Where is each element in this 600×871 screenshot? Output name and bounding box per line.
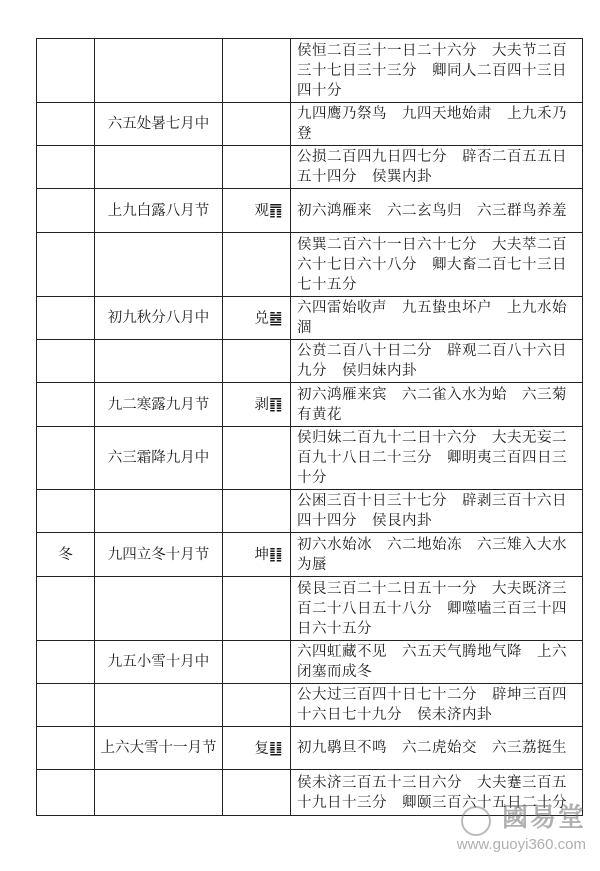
season-cell (37, 39, 95, 103)
season-cell (37, 684, 95, 727)
season-cell (37, 340, 95, 383)
hexagram-name: 坤 (254, 547, 269, 563)
content-cell: 六四虹藏不见 六五天气腾地气降 上六闭塞而成冬 (291, 641, 583, 684)
hexagram-cell (223, 340, 291, 383)
content-cell: 公困三百十日三十七分 辟剥三百十六日四十四分 侯艮内卦 (291, 490, 583, 533)
hexagram-name: 兑 (254, 310, 269, 327)
hexagram-cell (223, 297, 291, 340)
hexagram-cell (223, 189, 291, 233)
bo-hexagram-icon: ䷖ (269, 395, 283, 413)
content-cell: 侯巽二百六十一日六十七分 大夫萃二百六十七日六十八分 卿大畜二百七十三日七十五分 (291, 233, 583, 297)
table-row (37, 577, 583, 641)
table-row (37, 383, 583, 427)
hexagram-cell (223, 641, 291, 684)
season-cell (37, 103, 95, 146)
season-cell (37, 427, 95, 490)
content-cell: 公大过三百四十日七十二分 辟坤三百四十六日七十九分 侯未济内卦 (291, 684, 583, 727)
solar-term-cell (95, 577, 223, 641)
solar-term-cell: 上六大雪十一月节 (95, 727, 223, 770)
content-cell: 侯归妹二百九十二日十六分 大夫无妄二百九十八日二十三分 卿明夷三百四日三十分 (291, 427, 583, 490)
content-cell: 公贲二百八十日二分 辟观二百八十六日九分 侯归妹内卦 (291, 340, 583, 383)
solar-term-cell (95, 684, 223, 727)
content-cell: 侯艮三百二十二日五十一分 大夫既济三百二十八日五十八分 卿噬嗑三百三十四日六十五分 (291, 577, 583, 641)
watermark-logo: 國易堂 (501, 802, 586, 833)
table-row (37, 297, 583, 340)
solar-term-cell (95, 770, 223, 816)
table-row (37, 340, 583, 383)
hexagram-cell (223, 233, 291, 297)
hexagram-cell (223, 727, 291, 770)
content-cell: 九四鹰乃祭鸟 九四天地始肃 上九禾乃登 (291, 103, 583, 146)
season-cell (37, 770, 95, 816)
solar-term-cell: 九四立冬十月节 (95, 533, 223, 577)
watermark (457, 797, 586, 854)
season-cell (37, 727, 95, 770)
hexagram-cell (223, 577, 291, 641)
content-cell: 六四雷始收声 九五蛰虫坏户 上九水始涸 (291, 297, 583, 340)
hexagram-name: 复 (254, 740, 269, 757)
table-row (37, 684, 583, 727)
content-cell: 侯恒二百三十一日二十六分 大夫节二百三十七日三十三分 卿同人二百四十三日四十分 (291, 39, 583, 103)
dui-hexagram-icon: ䷹ (269, 308, 283, 327)
solar-term-cell (95, 146, 223, 189)
solar-term-cell (95, 39, 223, 103)
hexagram-cell (223, 103, 291, 146)
table-row (37, 533, 583, 577)
solar-term-cell: 上九白露八月节 (95, 189, 223, 233)
content-cell: 初六水始冰 六二地始冻 六三雉入大水为蜃 (291, 533, 583, 577)
table-row (37, 427, 583, 490)
table-row (37, 189, 583, 233)
content-cell: 初六鸿雁来宾 六二雀入水为蛤 六三菊有黄花 (291, 383, 583, 427)
table-row (37, 727, 583, 770)
hexagram-cell (223, 533, 291, 577)
solar-term-cell (95, 490, 223, 533)
content-cell: 侯未济三百五十三日六分 大夫蹇三百五十九日十三分 卿颐三百六十五日二十分 (291, 770, 583, 816)
hexagram-calendar-table (36, 38, 583, 816)
season-cell (37, 383, 95, 427)
content-cell: 公损二百四九日四七分 辟否二百五五日五十四分 侯巽内卦 (291, 146, 583, 189)
content-cell: 初九鹖旦不鸣 六二虎始交 六三荔挺生 (291, 727, 583, 770)
season-cell: 冬 (37, 533, 95, 577)
fu-hexagram-icon: ䷗ (269, 738, 283, 757)
season-cell (37, 233, 95, 297)
table-row (37, 490, 583, 533)
solar-term-cell: 九五小雪十月中 (95, 641, 223, 684)
season-cell (37, 146, 95, 189)
solar-term-cell: 初九秋分八月中 (95, 297, 223, 340)
solar-term-cell: 六五处暑七月中 (95, 103, 223, 146)
solar-term-cell: 九二寒露九月节 (95, 383, 223, 427)
hexagram-cell (223, 770, 291, 816)
solar-term-cell: 六三霜降九月中 (95, 427, 223, 490)
season-cell (37, 641, 95, 684)
solar-term-cell (95, 233, 223, 297)
hexagram-cell (223, 427, 291, 490)
hexagram-cell (223, 146, 291, 189)
season-cell (37, 490, 95, 533)
hexagram-cell (223, 39, 291, 103)
season-cell (37, 189, 95, 233)
hexagram-name: 剥 (254, 397, 269, 413)
season-cell (37, 297, 95, 340)
watermark-url: www.guoyi360.com (456, 836, 586, 853)
table-row (37, 39, 583, 103)
hexagram-cell (223, 490, 291, 533)
content-cell: 初六鸿雁来 六二玄鸟归 六三群鸟养羞 (291, 189, 583, 233)
hexagram-cell (223, 383, 291, 427)
season-cell (37, 577, 95, 641)
table-row (37, 641, 583, 684)
kun-hexagram-icon: ䷁ (269, 545, 283, 563)
guan-hexagram-icon: ䷓ (269, 201, 283, 219)
table-row (37, 233, 583, 297)
table-row (37, 103, 583, 146)
solar-term-cell (95, 340, 223, 383)
hexagram-name: 观 (254, 203, 269, 219)
table-row (37, 146, 583, 189)
seal-icon (461, 806, 491, 836)
hexagram-cell (223, 684, 291, 727)
